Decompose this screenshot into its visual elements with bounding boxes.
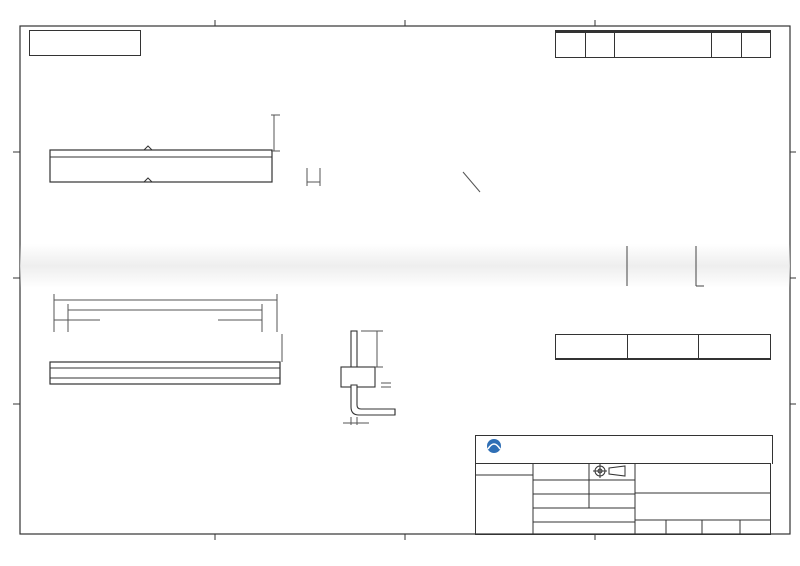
rohs-label bbox=[29, 30, 141, 56]
company-logo-icon bbox=[479, 437, 509, 461]
plating-col-gold bbox=[556, 359, 628, 360]
plating-table bbox=[555, 334, 771, 360]
title-block-lines bbox=[475, 463, 772, 536]
front-view-drawing bbox=[40, 290, 290, 430]
top-view-drawing bbox=[40, 85, 290, 195]
projection-symbol bbox=[593, 464, 625, 478]
plating-col-selective bbox=[627, 359, 699, 360]
plating-header-gold bbox=[556, 335, 628, 359]
plating-header-tin bbox=[699, 335, 771, 359]
side-view-drawing bbox=[325, 325, 445, 435]
plating-header-selective bbox=[627, 335, 699, 359]
pcb-layout-drawing bbox=[295, 150, 495, 200]
tolerance-rows bbox=[478, 478, 507, 533]
order-leaders bbox=[600, 246, 710, 296]
company-header bbox=[475, 435, 773, 464]
plating-col-tin bbox=[699, 359, 771, 360]
revision-table bbox=[555, 30, 771, 58]
